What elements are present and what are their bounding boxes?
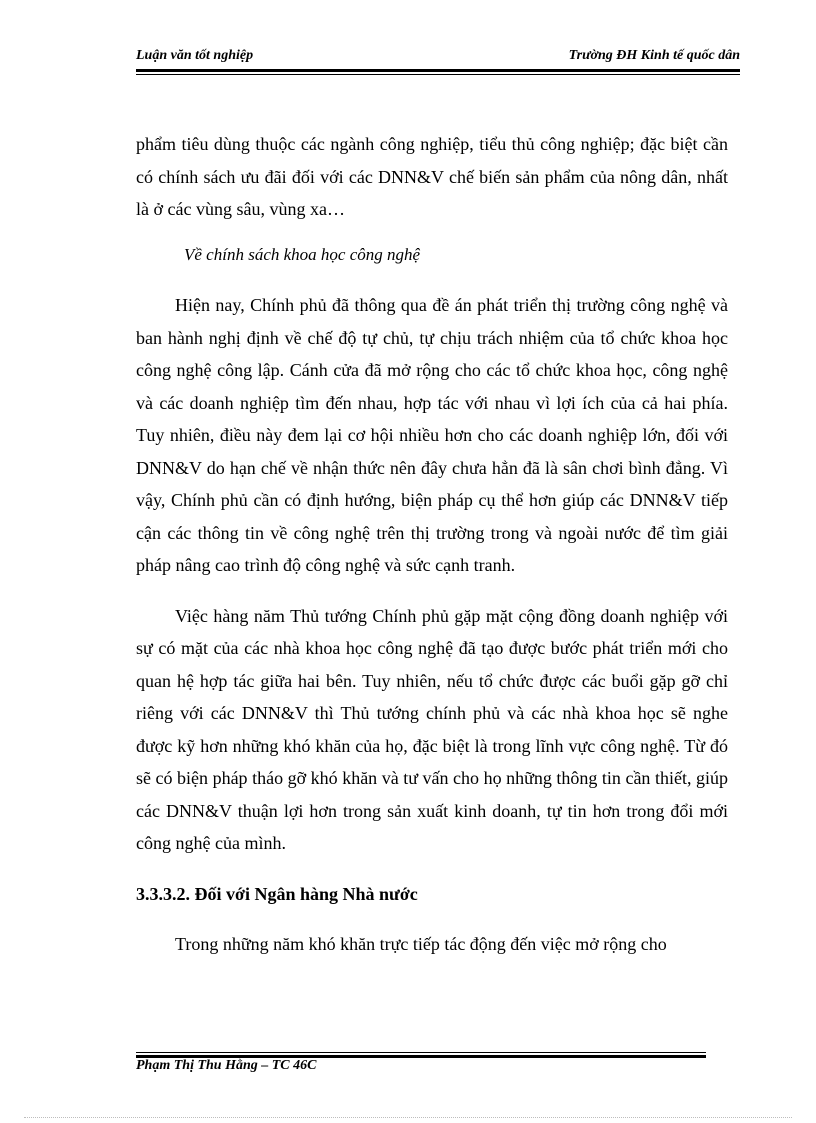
header-rule-thick [136, 69, 740, 72]
paragraph-technology-market: Hiện nay, Chính phủ đã thông qua đề án phát triển thị trường công nghệ và ban hành nghị định về chế độ tự chủ, tự chịu trách nhiệm của tổ chức khoa học công nghệ công lập. Cánh cửa đã mở rộng cho các tổ chức khoa học, công nghệ và các doanh nghiệp tìm đến nhau, hợp tác với nhau vì lợi ích của cả hai phía. Tuy nhiên, điều này đem lại cơ hội nhiều hơn cho các doanh nghiệp lớn, đối với DNN&V do hạn chế về nhận thức nên đây chưa hẳn đã là sân chơi bình đẳng. Vì vậy, Chính phủ cần có định hướng, biện pháp cụ thể hơn giúp các DNN&V tiếp cận các thông tin về công nghệ trên thị trường trong và ngoài nước để tìm giải pháp nâng cao trình độ công nghệ và sức cạnh tranh. [136, 295, 728, 575]
header-rule-thin [136, 74, 740, 75]
paragraph-continuation: phẩm tiêu dùng thuộc các ngành công nghiệp, tiểu thủ công nghiệp; đặc biệt cần có chính sách ưu đãi đối với các DNN&V chế biến sản phẩm của nông dân, nhất là ở các vùng sâu, vùng xa… [136, 134, 728, 219]
header-thesis-label: Luận văn tốt nghiệp [136, 48, 254, 63]
page-bottom-edge [24, 1117, 792, 1118]
paragraph-prime-minister-meeting: Việc hàng năm Thủ tướng Chính phủ gặp mặt cộng đồng doanh nghiệp với sự có mặt của các nhà khoa học công nghệ đã tạo được bước phát triển mới cho quan hệ hợp tác giữa hai bên. Tuy nhiên, nếu tổ chức được các buổi gặp gỡ chỉ riêng với các DNN&V thì Thủ tướng chính phủ và các nhà khoa học sẽ nghe được kỹ hơn những khó khăn của họ, đặc biệt là trong lĩnh vực công nghệ. Từ đó sẽ có biện pháp tháo gỡ khó khăn và tư vấn cho họ những thông tin cần thiết, giúp các DNN&V thuận lợi hơn trong sản xuất kinh doanh, tự tin hơn trong đổi mới công nghệ của mình. [136, 605, 728, 853]
header-university-label: Trường ĐH Kinh tế quốc dân [568, 48, 740, 63]
page-footer-author: Phạm Thị Thu Hằng – TC 46C [136, 1058, 317, 1073]
document-body [136, 128, 728, 961]
section-heading-state-bank: 3.3.3.2. Đối với Ngân hàng Nhà nước [136, 883, 418, 904]
paragraph-difficult-years: Trong những năm khó khăn trực tiếp tác động đến việc mở rộng cho [175, 934, 667, 954]
page-header [136, 48, 740, 70]
footer-rule-thin [136, 1052, 706, 1053]
subheading-technology-policy: Về chính sách khoa học công nghệ [184, 244, 421, 264]
